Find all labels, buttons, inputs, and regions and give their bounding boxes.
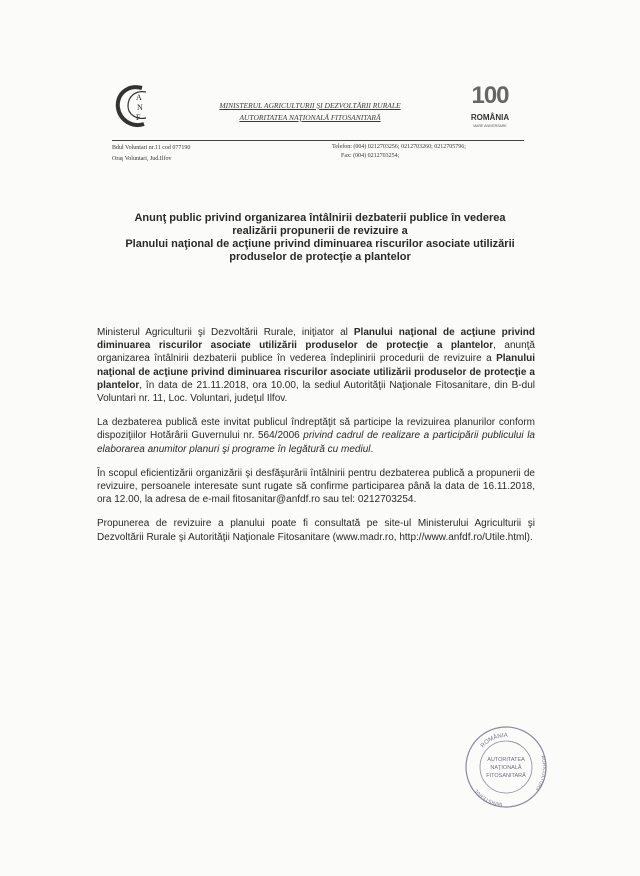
stamp-ring-top: ROMÂNIA [479, 732, 508, 750]
header-divider [112, 140, 524, 141]
address-block [112, 143, 190, 165]
stamp-center-3: FITOSANITARĂ [486, 773, 526, 779]
p1-plan-name-2: Planului naţional de acţiune privind diminuarea riscurilor asociate utilizării produselor de protecţie a plantelor [97, 353, 535, 391]
authority-name: AUTORITATEA NAŢIONALĂ FITOSANITARĂ [239, 113, 381, 122]
stamp-center-2: NAŢIONALĂ [490, 765, 522, 771]
p2-decision-title: privind cadrul de realizare a participării publicului la elaborarea anumitor planuri şi programe în legătură cu mediul [97, 430, 535, 455]
stamp-ring-right: AGRICULTURII [533, 754, 548, 792]
p1-plan-name-1: Planului naţional de acţiune privind diminuarea riscurilor asociate utilizării produselor de protecţie a plantelor [97, 327, 535, 352]
fax-number: Fax: (004) 0212703254; [341, 153, 400, 159]
paragraph-2 [97, 416, 535, 456]
p1-text-3: , în data de 21.11.2018, ora 10.00, la sediul Autorităţii Naţionale Fitosanitare, din B-dul Voluntari nr. 11, Loc. Voluntari, judeţul Ilfov. [97, 379, 535, 405]
centenary-subtitle: MARE ANIVERSARE [473, 124, 507, 128]
p2-text-2: . [370, 443, 374, 455]
address-street: Bdul Voluntari nr.11 cod 077190 [112, 145, 191, 151]
logo-letter-a: A [136, 93, 142, 102]
title-line-3: Planului naţional de acţiune privind diminuarea riscurilor asociate utilizării [125, 238, 515, 250]
ministry-name: MINISTERUL AGRICULTURII ŞI DEZVOLTĂRII RURALE [219, 101, 401, 110]
title-line-1: Anunţ public privind organizarea întâlnirii dezbaterii publice în vederea [134, 212, 506, 224]
paragraph-4: Propunerea de revizuire a planului poate fi consultată pe site-ul Ministerului Agriculturii şi Dezvoltării Rurale şi Autorităţii Naţionale Fitosanitare (www.madr.ro, http://www.anfdf.ro/Utile.html). [97, 518, 535, 543]
phone-numbers: Telefon: (004) 0212703256; 0212703260; 0212705796; [332, 144, 466, 150]
logo-letter-n: N [137, 103, 143, 112]
title-line-4: produselor de protecţie a plantelor [229, 251, 411, 263]
stamp-ring-left: MINISTERUL [473, 787, 503, 807]
ministry-heading [180, 100, 440, 124]
centenary-country: ROMÂNIA [470, 113, 510, 122]
p2-text-1: La dezbaterea publică este invitat publicul îndreptăţit să participe la revizuirea planurilor conform dispoziţiilor Hotărârii Guvernului nr. 564/2006 [97, 417, 535, 442]
announcement-title [100, 212, 540, 264]
anf-logo [112, 82, 156, 130]
stamp-center-1: AUTORITATEA [487, 757, 525, 763]
official-stamp [462, 723, 550, 811]
centenary-logo [462, 80, 518, 136]
announcement-body [97, 326, 535, 555]
logo-letter-f: F [136, 113, 141, 122]
title-line-2: realizării propunerii de revizuire a [232, 225, 408, 237]
centenary-number: 100 [471, 82, 509, 109]
p1-text-2: , anunţă organizarea întâlnirii dezbaterii publice în vederea îndeplinirii procedurii de revizuire a [97, 340, 535, 365]
p1-text-1: Ministerul Agriculturii şi Dezvoltării Rurale, iniţiator al [97, 327, 354, 338]
paragraph-1 [97, 326, 535, 405]
address-city: Oraş Voluntari, Jud.Ilfov [112, 156, 172, 162]
contact-block [332, 143, 466, 161]
paragraph-3: În scopul eficientizării organizării şi desfăşurării întâlnirii pentru dezbaterea publică a propunerii de revizuire, persoanele interesate sunt rugate să confirme participarea până la data de 16.11.2018, ora 12.00, la adresa de e-mail fitosanitar@anfdf.ro sau tel: 0212703254. [97, 467, 535, 506]
